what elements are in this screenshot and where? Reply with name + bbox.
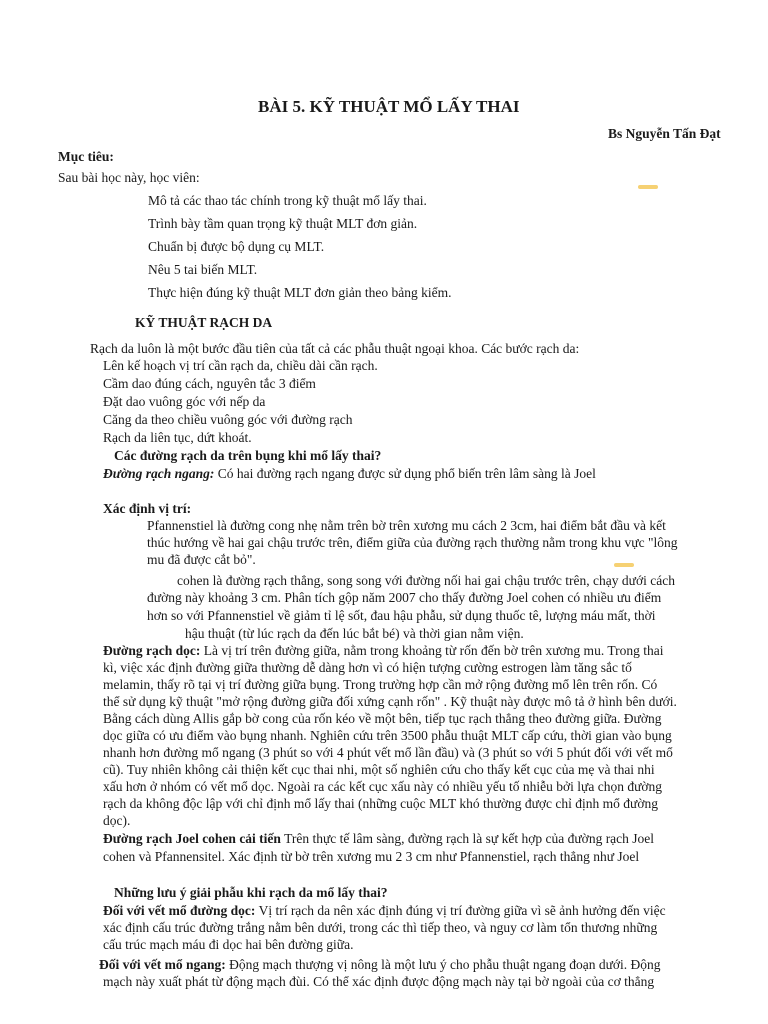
joel-improved-label: Đường rạch Joel cohen cải tiến: [103, 831, 281, 846]
objectives-heading: Mục tiêu:: [58, 149, 114, 164]
vertical-incision-line: cũ). Tuy nhiên không cải thiện kết cục thai nhi, một số nghiên cứu cho thấy kết cục của mẹ và thai nhi: [103, 762, 655, 777]
anatomy-horizontal-label: Đối với vết mổ ngang:: [99, 957, 226, 972]
vertical-label: Đường rạch dọc:: [103, 643, 201, 658]
vertical-incision-line: melamin, thấy rõ tại vị trí đường giữa bụng. Trong trường hợp cần mở rộng đường mổ lên trên rốn. Có: [103, 677, 658, 692]
pfannenstiel-line: thúc hướng về hai gai chậu trước trên, điểm giữa của đường rạch thường nằm trong khu vực "lông: [147, 535, 678, 550]
joel-improved-line: cohen và Pfannensitel. Xác định từ bờ trên xương mu 2 3 cm như Pfannenstiel, rạch thẳng như Joel: [103, 849, 640, 864]
vertical-incision-line: nhanh hơn đường mổ ngang (3 phút so với 4 phút vết mổ lần đầu) và (3 phút so với 5 phút đối với vết mổ: [103, 745, 673, 760]
joel-line: hậu thuật (từ lúc rạch da đến lúc bắt bé) và thời gian nằm viện.: [185, 626, 524, 641]
anatomy-vertical-text: Vị trí rạch da nên xác định đúng vị trí đường giữa vì sẽ ảnh hưởng đến việc: [255, 903, 666, 918]
anatomy-horizontal-line: [99, 956, 661, 973]
vertical-incision-line: rạch da không độc lập với chỉ định mổ lấy thai (những cuộc MLT khó thường được chỉ định mổ đường: [103, 796, 658, 811]
anatomy-horizontal-line: mạch này xuất phát từ động mạch đùi. Có thể xác định được động mạch này tại bờ ngoài của cơ thẳng: [103, 974, 655, 989]
locate-heading: Xác định vị trí:: [103, 501, 192, 516]
step-item: Lên kế hoạch vị trí cần rạch da, chiều dài cần rạch.: [103, 358, 378, 373]
highlight-mark: [638, 185, 658, 189]
objective-item: Mô tả các thao tác chính trong kỹ thuật mổ lấy thai.: [148, 193, 427, 208]
page-title: BÀI 5. KỸ THUẬT MỔ LẤY THAI: [258, 97, 520, 116]
step-item: Rạch da liên tục, dứt khoát.: [103, 430, 252, 445]
horizontal-label: Đường rạch ngang:: [103, 466, 215, 481]
anatomy-vertical-line: cấu trúc mạch máu đi dọc hai bên đường giữa.: [103, 937, 354, 952]
horizontal-text: Có hai đường rạch ngang được sử dụng phổ biến trên lâm sàng là Joel: [214, 466, 596, 481]
anatomy-vertical-line: [103, 902, 666, 919]
joel-improved-text: Trên thực tế lâm sàng, đường rạch là sự kết hợp của đường rạch Joel: [280, 831, 655, 846]
step-item: Đặt dao vuông góc với nếp da: [103, 394, 266, 409]
objective-item: Thực hiện đúng kỹ thuật MLT đơn giản theo bảng kiểm.: [148, 285, 452, 300]
objective-item: Nêu 5 tai biến MLT.: [148, 262, 258, 277]
step-item: Căng da theo chiều vuông góc với đường rạch: [103, 412, 353, 427]
step-item: Cầm dao đúng cách, nguyên tắc 3 điểm: [103, 376, 316, 391]
author: Bs Nguyễn Tấn Đạt: [608, 126, 721, 141]
anatomy-vertical-label: Đối với vết mổ đường dọc:: [103, 903, 256, 918]
section-heading: KỸ THUẬT RẠCH DA: [135, 315, 273, 330]
section-intro: Rạch da luôn là một bước đầu tiên của tất cả các phẫu thuật ngoại khoa. Các bước rạch da:: [90, 341, 580, 356]
vertical-text: Là vị trí trên đường giữa, nằm trong khoảng từ rốn đến bờ trên xương mu. Trong thai: [200, 643, 664, 658]
vertical-incision-line: dọc giữa có ưu điểm vào bụng nhanh. Nghiên cứu trên 3500 phẫu thuật MLT cấp cứu, thời gian vào bụng: [103, 728, 672, 743]
vertical-incision-line: thể sử dụng kỹ thuật "mở rộng đường giữa đối xứng cạnh rốn" . Kỹ thuật này được mô tả ở hình bên dưới.: [103, 694, 677, 709]
horizontal-incision-paragraph: [103, 465, 596, 482]
joel-line: cohen là đường rạch thẳng, song song với đường nối hai gai chậu trước trên, chạy dưới cách: [177, 573, 675, 588]
objective-item: Trình bày tầm quan trọng kỹ thuật MLT đơn giản.: [148, 216, 418, 231]
vertical-incision-line: xấu hơn ở nhóm có vết mổ dọc. Ngoài ra các kết cục xấu này có nhiều yếu tố nhiễu bởi lựa chọn đường: [103, 779, 663, 794]
joel-line: hơn so với Pfannenstiel về giảm tỉ lệ sốt, đau hậu phẫu, sử dụng thuốc tê, lượng máu mất, thời: [147, 608, 656, 623]
joel-line: đường này khoảng 3 cm. Phân tích gộp năm 2007 cho thấy đường Joel cohen có nhiều ưu điểm: [147, 590, 662, 605]
anatomy-vertical-line: xác định cấu trúc đường trắng nằm bên dưới, trong các thì tiếp theo, và nguy cơ làm tổn thương những: [103, 920, 658, 935]
vertical-incision-line: Bằng cách dùng Allis gắp bờ cong của rốn kéo về một bên, tiếp tục rạch thẳng theo đường giữa. Đường: [103, 711, 662, 726]
anatomy-heading: Những lưu ý giải phẫu khi rạch da mổ lấy thai?: [114, 885, 388, 900]
vertical-incision-line: [103, 642, 663, 659]
joel-improved-line: [103, 830, 654, 847]
objectives-intro: Sau bài học này, học viên:: [58, 170, 200, 185]
highlight-mark: [614, 563, 634, 567]
pfannenstiel-line: mu đã được cắt bỏ".: [147, 552, 256, 567]
objective-item: Chuẩn bị được bộ dụng cụ MLT.: [148, 239, 325, 254]
anatomy-horizontal-text: Động mạch thượng vị nông là một lưu ý cho phẫu thuật ngang đoạn dưới. Động: [225, 957, 661, 972]
pfannenstiel-line: Pfannenstiel là đường cong nhẹ nằm trên bờ trên xương mu cách 2 3cm, hai điểm bắt đầu và kết: [147, 518, 666, 533]
vertical-incision-line: kì, việc xác định đường giữa thường dễ dàng hơn vì có hiện tượng cường estrogen làm tăng sắc tố: [103, 660, 632, 675]
question-heading: Các đường rạch da trên bụng khi mổ lấy thai?: [114, 448, 382, 463]
vertical-incision-line: dọc).: [103, 813, 131, 828]
